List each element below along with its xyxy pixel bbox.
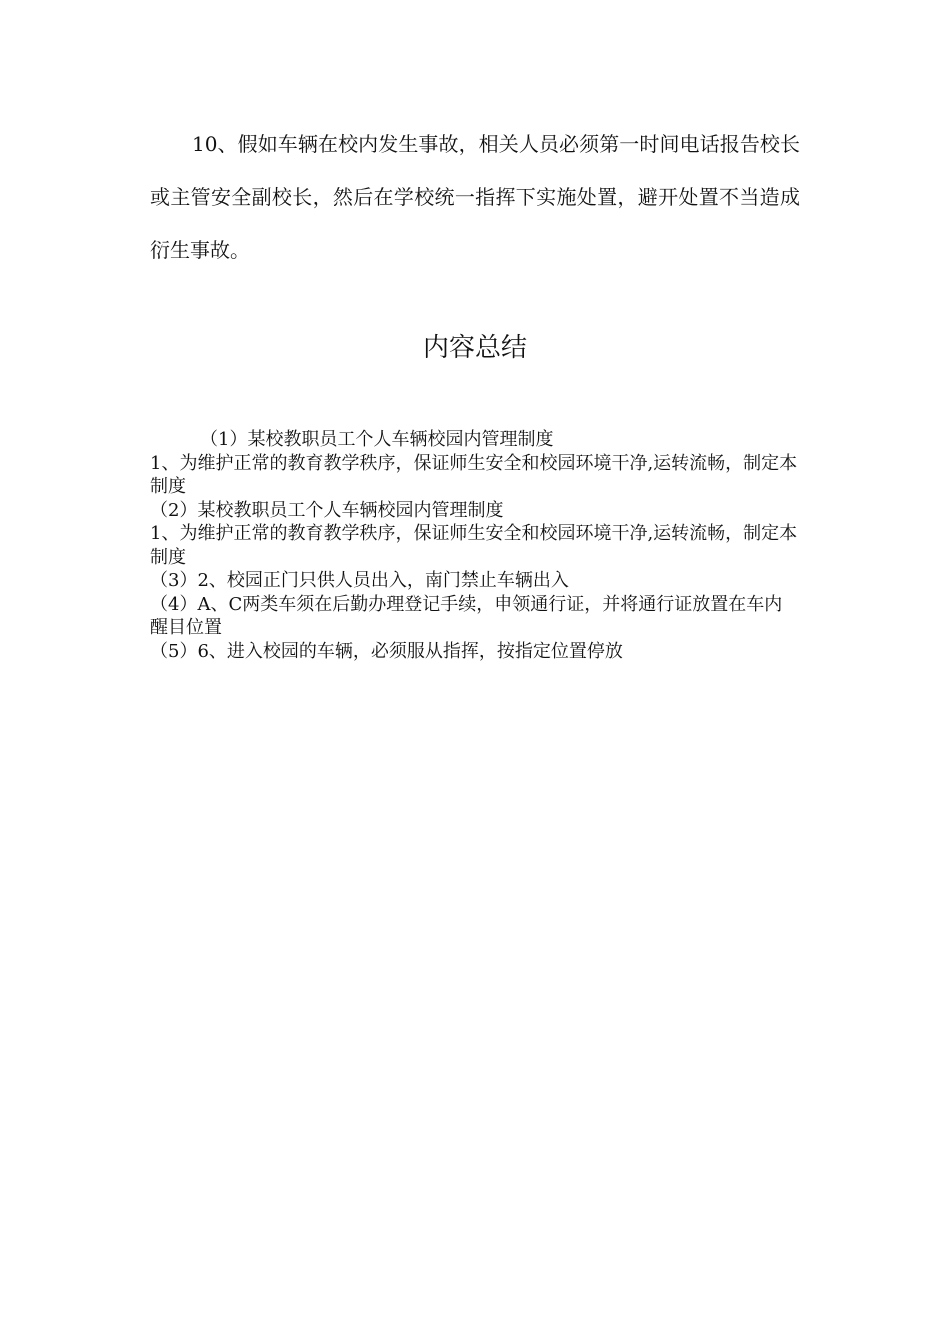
summary-list — [150, 428, 800, 663]
summary-line: 1、为维护正常的教育教学秩序，保证师生安全和校园环境干净,运转流畅，制定本制度 — [150, 523, 798, 568]
summary-line: （1）某校教职员工个人车辆校园内管理制度 — [200, 429, 554, 450]
summary-line: （4）A、C两类车须在后勤办理登记手续，申领通行证，并将通行证放置在车内醒目位置 — [150, 593, 783, 638]
summary-title: 内容总结 — [422, 333, 527, 363]
intro-paragraph: 10、假如车辆在校内发生事故，相关人员必须第一时间电话报告校长或主管安全副校长，然后在学校统一指挥下实施处置，避开处置不当造成衍生事故。 — [150, 132, 800, 262]
summary-line: 1、为维护正常的教育教学秩序，保证师生安全和校园环境干净,运转流畅，制定本制度 — [150, 452, 798, 497]
summary-line: （5）6、进入校园的车辆，必须服从指挥，按指定位置停放 — [150, 640, 623, 662]
summary-line: （3）2、校园正门只供人员出入，南门禁止车辆出入 — [150, 570, 569, 591]
summary-line: （2）某校教职员工个人车辆校园内管理制度 — [150, 499, 504, 521]
